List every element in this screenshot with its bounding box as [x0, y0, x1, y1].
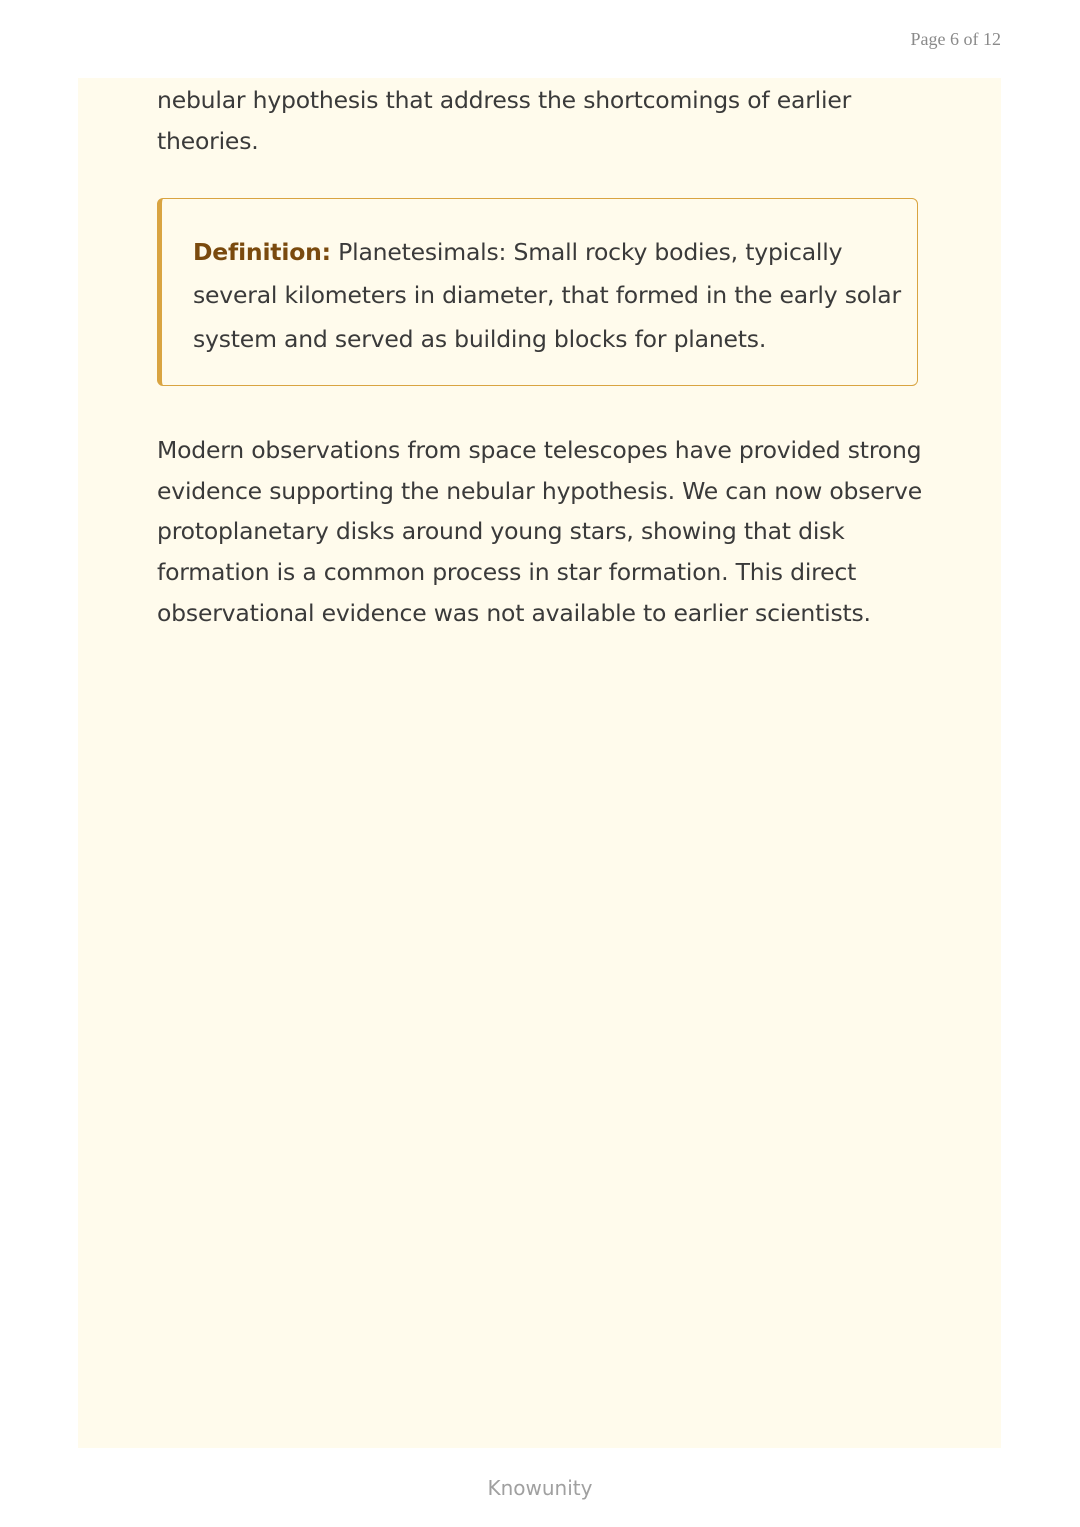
- definition-callout: [157, 198, 918, 386]
- content-panel: [78, 78, 1001, 1448]
- definition-text-block: [193, 231, 903, 361]
- definition-body: Planetesimals: Small rocky bodies, typically several kilometers in diameter, that formed in the early solar system and served as building blocks for planets.: [193, 238, 901, 353]
- definition-label: Definition:: [193, 238, 331, 266]
- intro-paragraph: nebular hypothesis that address the shortcomings of earlier theories.: [157, 86, 852, 155]
- footer-brand: Knowunity: [487, 1476, 593, 1500]
- body-paragraph: Modern observations from space telescopes have provided strong evidence supporting the nebular hypothesis. We can now observe protoplanetary disks around young stars, showing that disk formation is a common process in star formation. This direct observational evidence was not available to earlier scientists.: [157, 436, 922, 627]
- page-number: Page 6 of 12: [910, 29, 1001, 49]
